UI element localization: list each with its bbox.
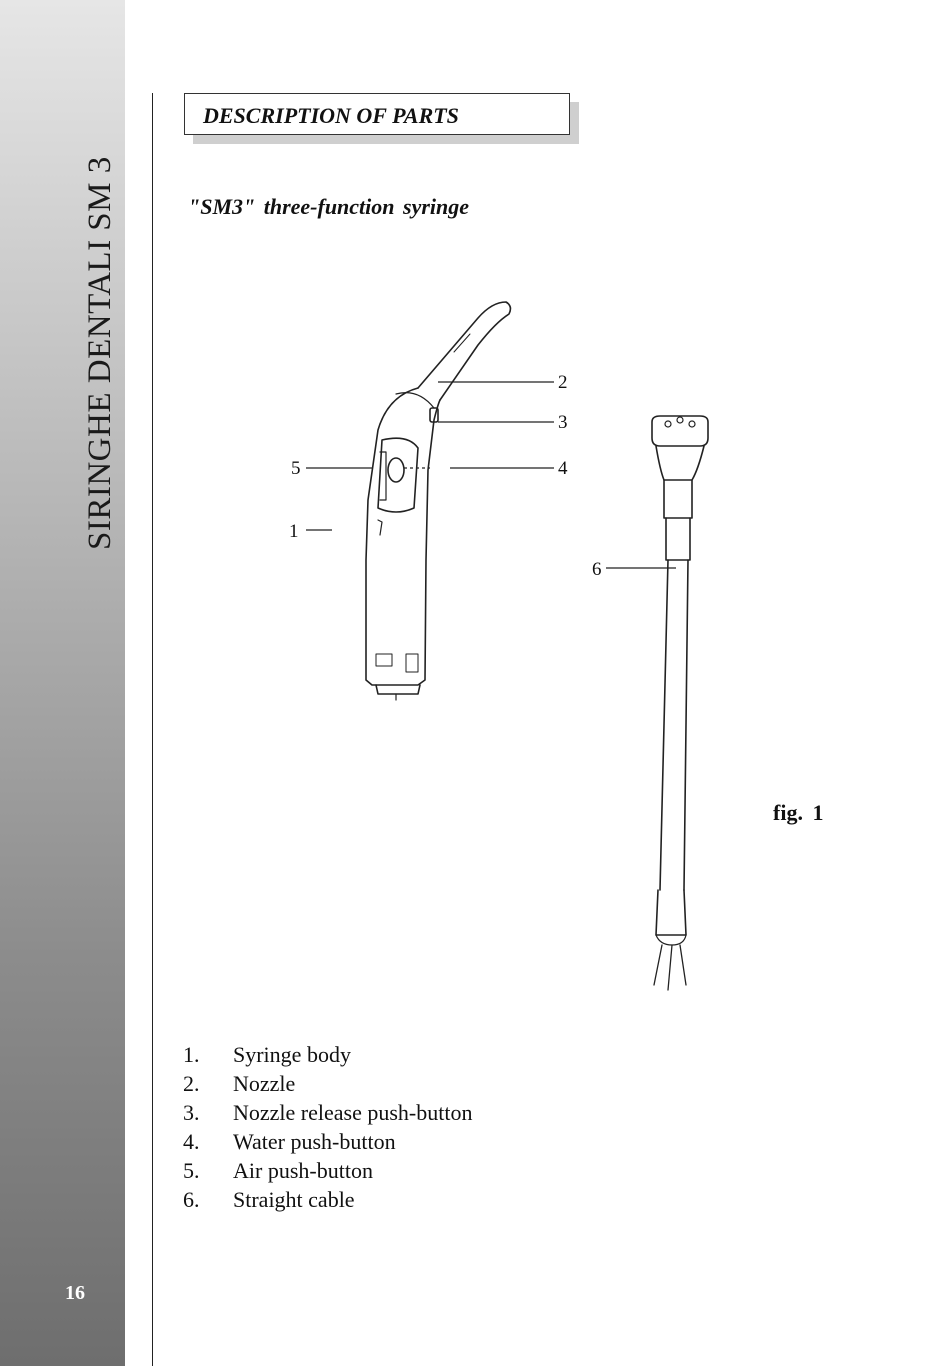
parts-list bbox=[183, 1040, 472, 1214]
list-item bbox=[183, 1069, 472, 1098]
callout-4: 4 bbox=[558, 458, 568, 479]
cable-connector-drawing bbox=[652, 416, 708, 446]
part-number: 3. bbox=[183, 1100, 200, 1125]
callout-2: 2 bbox=[558, 372, 568, 393]
part-number: 6. bbox=[183, 1187, 200, 1212]
callout-1: 1 bbox=[289, 521, 299, 542]
water-button-drawing bbox=[388, 458, 404, 482]
page-number: 16 bbox=[65, 1282, 85, 1304]
part-name: Air push-button bbox=[233, 1158, 373, 1183]
section-heading-box bbox=[184, 93, 570, 135]
part-name: Nozzle bbox=[233, 1071, 296, 1096]
part-name: Nozzle release push-button bbox=[233, 1100, 473, 1125]
list-item bbox=[183, 1040, 472, 1069]
callout-6: 6 bbox=[592, 559, 602, 580]
nozzle-release-drawing bbox=[430, 408, 438, 422]
nozzle-drawing bbox=[418, 302, 510, 400]
part-number: 5. bbox=[183, 1158, 200, 1183]
straight-cable-drawing bbox=[660, 560, 688, 890]
part-name: Water push-button bbox=[233, 1129, 396, 1154]
list-item bbox=[183, 1156, 472, 1185]
list-item bbox=[183, 1098, 472, 1127]
part-number: 1. bbox=[183, 1042, 200, 1067]
callout-3: 3 bbox=[558, 412, 568, 433]
list-item bbox=[183, 1185, 472, 1214]
part-number: 4. bbox=[183, 1129, 200, 1154]
section-heading: DESCRIPTION OF PARTS bbox=[203, 103, 459, 128]
part-name: Syringe body bbox=[233, 1042, 351, 1067]
figure-label: fig. 1 bbox=[773, 800, 824, 825]
side-title: SIRINGHE DENTALI SM 3 bbox=[82, 156, 118, 550]
callout-5: 5 bbox=[291, 458, 301, 479]
grip-panel-drawing bbox=[378, 438, 418, 512]
section-subtitle: "SM3" three-function syringe bbox=[188, 194, 470, 219]
syringe-body-drawing bbox=[366, 388, 440, 685]
list-item bbox=[183, 1127, 472, 1156]
margin-rule bbox=[152, 93, 153, 1366]
air-button-drawing bbox=[380, 452, 386, 500]
part-name: Straight cable bbox=[233, 1187, 355, 1212]
part-number: 2. bbox=[183, 1071, 200, 1096]
